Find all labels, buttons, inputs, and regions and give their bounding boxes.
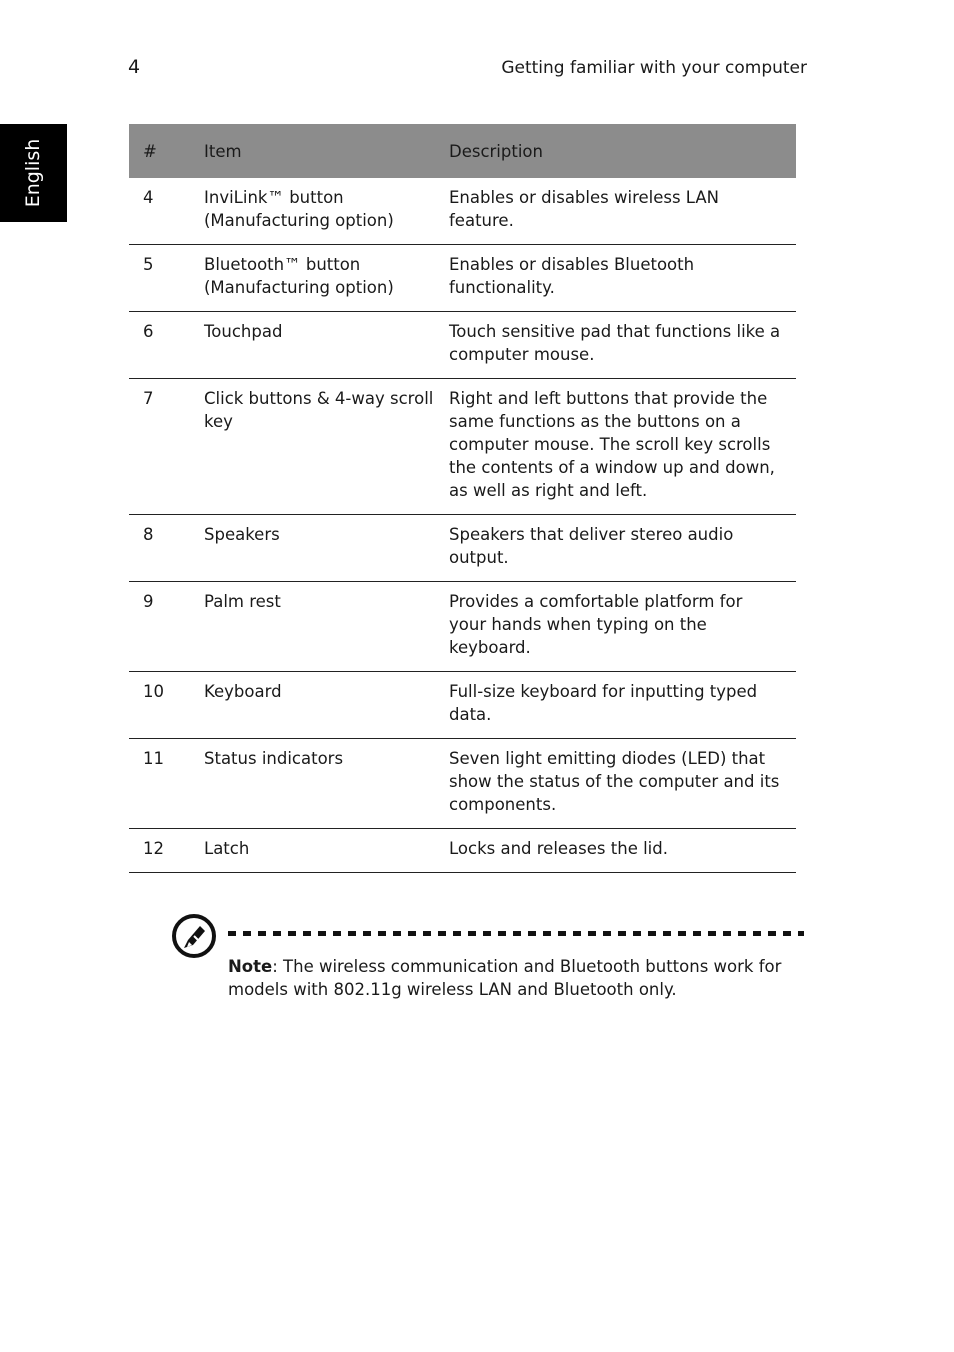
page-number: 4 (128, 56, 141, 78)
row-number: 9 (129, 582, 204, 672)
row-number: 5 (129, 245, 204, 312)
row-number: 11 (129, 739, 204, 829)
row-item: Touchpad (204, 312, 449, 379)
row-description: Enables or disables Bluetooth functionality. (449, 245, 796, 312)
language-tab-label: English (22, 138, 44, 208)
language-tab (0, 124, 67, 222)
row-description: Locks and releases the lid. (449, 829, 796, 873)
running-header: Getting familiar with your computer (501, 58, 807, 78)
row-item: Palm rest (204, 582, 449, 672)
table-row (129, 829, 796, 873)
table-row (129, 312, 796, 379)
row-number: 10 (129, 672, 204, 739)
table-header-row (129, 124, 796, 178)
row-item: Latch (204, 829, 449, 873)
table-row (129, 672, 796, 739)
table-row (129, 245, 796, 312)
column-header-item: Item (204, 124, 449, 178)
row-description: Full-size keyboard for inputting typed data. (449, 672, 796, 739)
row-number: 8 (129, 515, 204, 582)
row-number: 6 (129, 312, 204, 379)
row-description: Touch sensitive pad that functions like a computer mouse. (449, 312, 796, 379)
row-number: 7 (129, 379, 204, 515)
row-item: InviLink™ button (Manufacturing option) (204, 178, 449, 245)
note-body: : The wireless communication and Bluetooth buttons work for models with 802.11g wireless LAN and Bluetooth only. (228, 957, 782, 999)
row-description: Enables or disables wireless LAN feature. (449, 178, 796, 245)
note-label: Note (228, 957, 273, 976)
table-row (129, 515, 796, 582)
row-number: 4 (129, 178, 204, 245)
row-item: Keyboard (204, 672, 449, 739)
row-item: Bluetooth™ button (Manufacturing option) (204, 245, 449, 312)
component-table (129, 124, 796, 873)
row-description: Seven light emitting diodes (LED) that show the status of the computer and its components. (449, 739, 796, 829)
table-row (129, 379, 796, 515)
note-pen-icon (170, 912, 218, 960)
table-row (129, 739, 796, 829)
row-number: 12 (129, 829, 204, 873)
column-header-number: # (129, 124, 204, 178)
table-row (129, 178, 796, 245)
row-item: Click buttons & 4-way scroll key (204, 379, 449, 515)
row-item: Status indicators (204, 739, 449, 829)
row-item: Speakers (204, 515, 449, 582)
row-description: Right and left buttons that provide the same functions as the buttons on a computer mouse. The scroll key scrolls the contents of a window up and down, as well as right and left. (449, 379, 796, 515)
note-text (228, 955, 788, 1001)
table-row (129, 582, 796, 672)
note-dotted-rule (228, 931, 804, 936)
row-description: Provides a comfortable platform for your hands when typing on the keyboard. (449, 582, 796, 672)
row-description: Speakers that deliver stereo audio output. (449, 515, 796, 582)
column-header-description: Description (449, 124, 796, 178)
